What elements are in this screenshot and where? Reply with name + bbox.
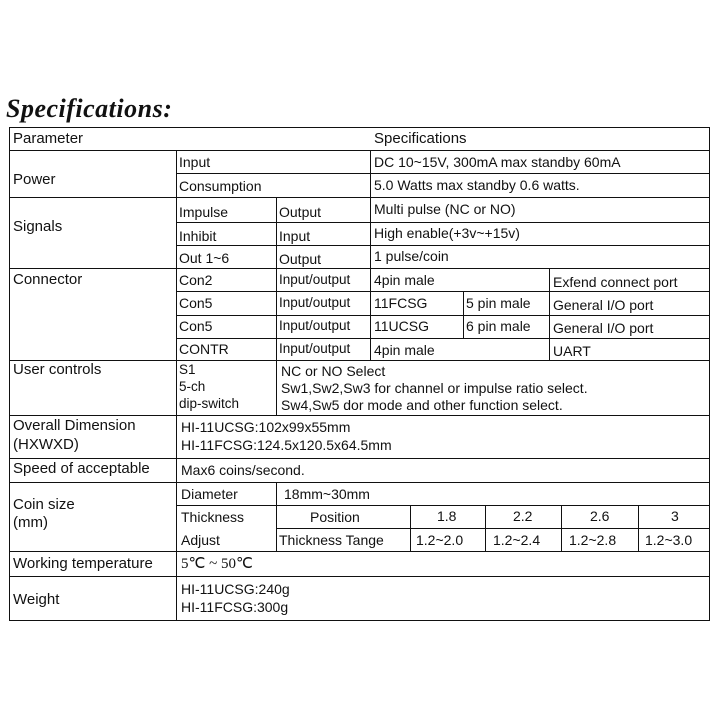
connector-direction: Input/output bbox=[279, 341, 351, 356]
user-controls-channels: 5-ch bbox=[179, 379, 206, 394]
signal-value: Multi pulse (NC or NO) bbox=[374, 201, 516, 217]
row-divider bbox=[9, 268, 710, 269]
row-divider bbox=[9, 576, 710, 577]
connector-note: Exfend connect port bbox=[553, 274, 678, 290]
coin-size-label: Coin size bbox=[13, 496, 75, 513]
column-divider bbox=[176, 150, 177, 620]
coin-position-label: Position bbox=[310, 509, 360, 525]
power-consumption-label: Consumption bbox=[179, 178, 262, 194]
power-input-value: DC 10~15V, 300mA max standby 60mA bbox=[374, 154, 621, 170]
connector-label: Connector bbox=[13, 271, 83, 288]
connector-pins: 5 pin male bbox=[466, 295, 531, 311]
coin-adjust-label: Adjust bbox=[181, 532, 220, 548]
temperature-value: 5℃ ~ 50℃ bbox=[181, 556, 253, 572]
signal-name: Impulse bbox=[179, 204, 229, 220]
connector-direction: Input/output bbox=[279, 272, 351, 287]
coin-range-value: 1.2~2.8 bbox=[569, 532, 617, 548]
connector-name: CONTR bbox=[179, 341, 229, 357]
signals-label: Signals bbox=[13, 218, 63, 235]
row-divider bbox=[176, 245, 710, 246]
row-divider bbox=[276, 528, 710, 529]
dimension-label-unit: (HXWXD) bbox=[13, 436, 79, 453]
coin-range-value: 1.2~2.0 bbox=[416, 532, 464, 548]
column-divider bbox=[370, 150, 371, 197]
connector-pins: 6 pin male bbox=[466, 318, 531, 334]
table-border-left bbox=[9, 127, 10, 621]
user-controls-s1: S1 bbox=[179, 362, 196, 377]
row-divider bbox=[9, 458, 710, 459]
temperature-label: Working temperature bbox=[13, 555, 153, 572]
column-divider bbox=[276, 268, 277, 360]
coin-position-value: 2.6 bbox=[590, 508, 610, 524]
user-controls-line: Sw4,Sw5 dor mode and other function select. bbox=[281, 397, 563, 413]
user-controls-label: User controls bbox=[13, 361, 102, 378]
column-divider bbox=[276, 197, 277, 268]
coin-thickness-label: Thickness bbox=[181, 509, 245, 525]
row-divider bbox=[9, 482, 710, 483]
row-divider bbox=[9, 415, 710, 416]
row-divider bbox=[9, 551, 710, 552]
coin-range-value: 1.2~3.0 bbox=[645, 532, 693, 548]
row-divider bbox=[176, 222, 710, 223]
connector-type: 11UCSG bbox=[374, 318, 429, 334]
connector-name: Con5 bbox=[179, 295, 213, 311]
speed-label: Speed of acceptable bbox=[13, 460, 150, 477]
coin-diameter-value: 18mm~30mm bbox=[284, 486, 370, 502]
row-divider bbox=[176, 338, 710, 339]
signal-name: Inhibit bbox=[179, 228, 217, 244]
connector-type: 4pin male bbox=[374, 272, 435, 288]
connector-name: Con5 bbox=[179, 318, 213, 334]
coin-thickness-range-label: Thickness Tange bbox=[279, 532, 384, 548]
connector-note: General I/O port bbox=[553, 297, 654, 313]
column-divider bbox=[485, 505, 486, 551]
weight-value: HI-11UCSG:240g bbox=[181, 581, 290, 597]
row-divider bbox=[176, 291, 710, 292]
coin-position-value: 3 bbox=[671, 508, 679, 524]
column-divider bbox=[410, 505, 411, 551]
table-border-right bbox=[709, 127, 710, 621]
user-controls-line: NC or NO Select bbox=[281, 363, 386, 379]
dimension-label: Overall Dimension bbox=[13, 417, 136, 434]
coin-range-value: 1.2~2.4 bbox=[493, 532, 541, 548]
dimension-value: HI-11UCSG:102x99x55mm bbox=[181, 419, 351, 435]
user-controls-line: Sw1,Sw2,Sw3 for channel or impulse ratio select. bbox=[281, 380, 588, 396]
connector-type: 4pin male bbox=[374, 342, 435, 358]
connector-note: General I/O port bbox=[553, 320, 654, 336]
row-divider bbox=[9, 197, 710, 198]
connector-direction: Input/output bbox=[279, 295, 351, 310]
column-divider bbox=[276, 360, 277, 415]
power-consumption-value: 5.0 Watts max standby 0.6 watts. bbox=[374, 177, 580, 193]
weight-label: Weight bbox=[13, 591, 60, 608]
connector-note: UART bbox=[553, 343, 591, 359]
signal-value: High enable(+3v~+15v) bbox=[374, 225, 520, 241]
coin-position-value: 1.8 bbox=[437, 508, 457, 524]
user-controls-dip: dip-switch bbox=[179, 396, 240, 411]
connector-name: Con2 bbox=[179, 272, 213, 288]
column-divider bbox=[638, 505, 639, 551]
dimension-value: HI-11FCSG:124.5x120.5x64.5mm bbox=[181, 437, 392, 453]
column-divider bbox=[549, 268, 550, 360]
row-divider bbox=[176, 315, 710, 316]
row-divider bbox=[9, 150, 710, 151]
column-divider bbox=[370, 268, 371, 360]
column-divider bbox=[561, 505, 562, 551]
row-divider bbox=[176, 505, 710, 506]
row-divider bbox=[176, 173, 710, 174]
column-divider bbox=[370, 197, 371, 268]
signal-direction: Input bbox=[279, 228, 311, 244]
table-border-bottom bbox=[9, 620, 710, 621]
weight-value: HI-11FCSG:300g bbox=[181, 599, 289, 615]
page-title: Specifications: bbox=[6, 94, 173, 123]
signal-value: 1 pulse/coin bbox=[374, 248, 449, 264]
power-label: Power bbox=[13, 171, 56, 188]
header-parameter: Parameter bbox=[13, 130, 84, 147]
header-specifications: Specifications bbox=[374, 130, 467, 147]
speed-value: Max6 coins/second. bbox=[181, 462, 305, 478]
row-divider bbox=[9, 360, 710, 361]
signal-direction: Output bbox=[279, 251, 322, 267]
table-border-top bbox=[9, 127, 710, 128]
signal-direction: Output bbox=[279, 204, 322, 220]
coin-size-unit: (mm) bbox=[13, 514, 48, 531]
coin-position-value: 2.2 bbox=[513, 508, 533, 524]
column-divider bbox=[463, 291, 464, 338]
signal-name: Out 1~6 bbox=[179, 250, 230, 266]
connector-direction: Input/output bbox=[279, 318, 351, 333]
power-input-label: Input bbox=[179, 154, 211, 170]
coin-diameter-label: Diameter bbox=[181, 486, 238, 502]
connector-type: 11FCSG bbox=[374, 295, 428, 311]
column-divider bbox=[276, 482, 277, 551]
